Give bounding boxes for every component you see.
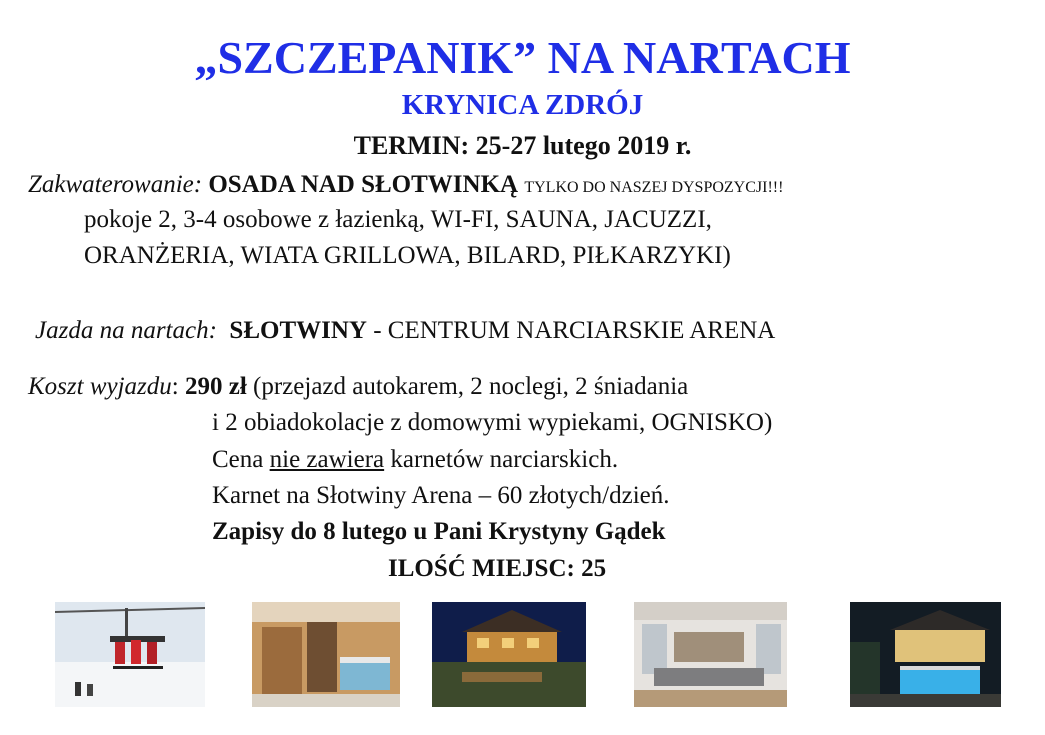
- skiing-rest: - CENTRUM NARCIARSKIE ARENA: [366, 317, 776, 344]
- grill-shelter-night-photo: [432, 602, 586, 707]
- cost-label: Koszt wyjazdu: [28, 373, 172, 400]
- cost-price: 290 zł: [184, 373, 247, 400]
- accommodation-line-2: pokoje 2, 3-4 osobowe z łazienką, WI-FI, SAUNA, JACUZZI,: [84, 206, 712, 233]
- term-line: TERMIN: 25-27 lutego 2019 r.: [353, 131, 692, 160]
- cost-line-3: [212, 445, 618, 475]
- skiing-line: [35, 316, 775, 346]
- cost-line-3-b: karnetów narciarskich.: [384, 446, 619, 473]
- skiing-place: SŁOTWINY: [229, 317, 367, 344]
- accommodation-line-3: ORANŻERIA, WIATA GRILLOWA, BILARD, PIŁKARZYKI): [84, 242, 731, 269]
- cost-line-1-rest: (przejazd autokarem, 2 noclegi, 2 śniadania: [246, 373, 689, 400]
- cost-line-4: Karnet na Słotwiny Arena – 60 złotych/dzień.: [212, 482, 670, 509]
- cost-line-2: i 2 obiadokolacje z domowymi wypiekami, OGNISKO): [212, 409, 773, 436]
- places-line: ILOŚĆ MIEJSC: 25: [388, 555, 607, 582]
- skiing-label: Jazda na nartach:: [35, 317, 217, 344]
- living-room-photo: [634, 602, 787, 707]
- accommodation-note: TYLKO DO NASZEJ DYSPOZYCJI!!!: [524, 179, 784, 196]
- accommodation-label: Zakwaterowanie:: [28, 171, 203, 198]
- page-title: „SZCZEPANIK” NA NARTACH: [194, 32, 851, 83]
- pool-night-photo: [850, 602, 1001, 707]
- ski-lift-photo: [55, 602, 205, 707]
- accommodation-line-1: [28, 170, 783, 203]
- cost-colon: :: [171, 373, 179, 400]
- sauna-jacuzzi-photo: [252, 602, 400, 707]
- page-subtitle: KRYNICA ZDRÓJ: [401, 89, 644, 121]
- registration-line: Zapisy do 8 lutego u Pani Krystyny Gądek: [212, 518, 666, 545]
- cost-line-3-underlined: nie zawiera: [269, 446, 385, 473]
- accommodation-place: OSADA NAD SŁOTWINKĄ: [208, 171, 519, 198]
- cost-line-1: [28, 372, 688, 402]
- cost-line-3-a: Cena: [212, 446, 270, 473]
